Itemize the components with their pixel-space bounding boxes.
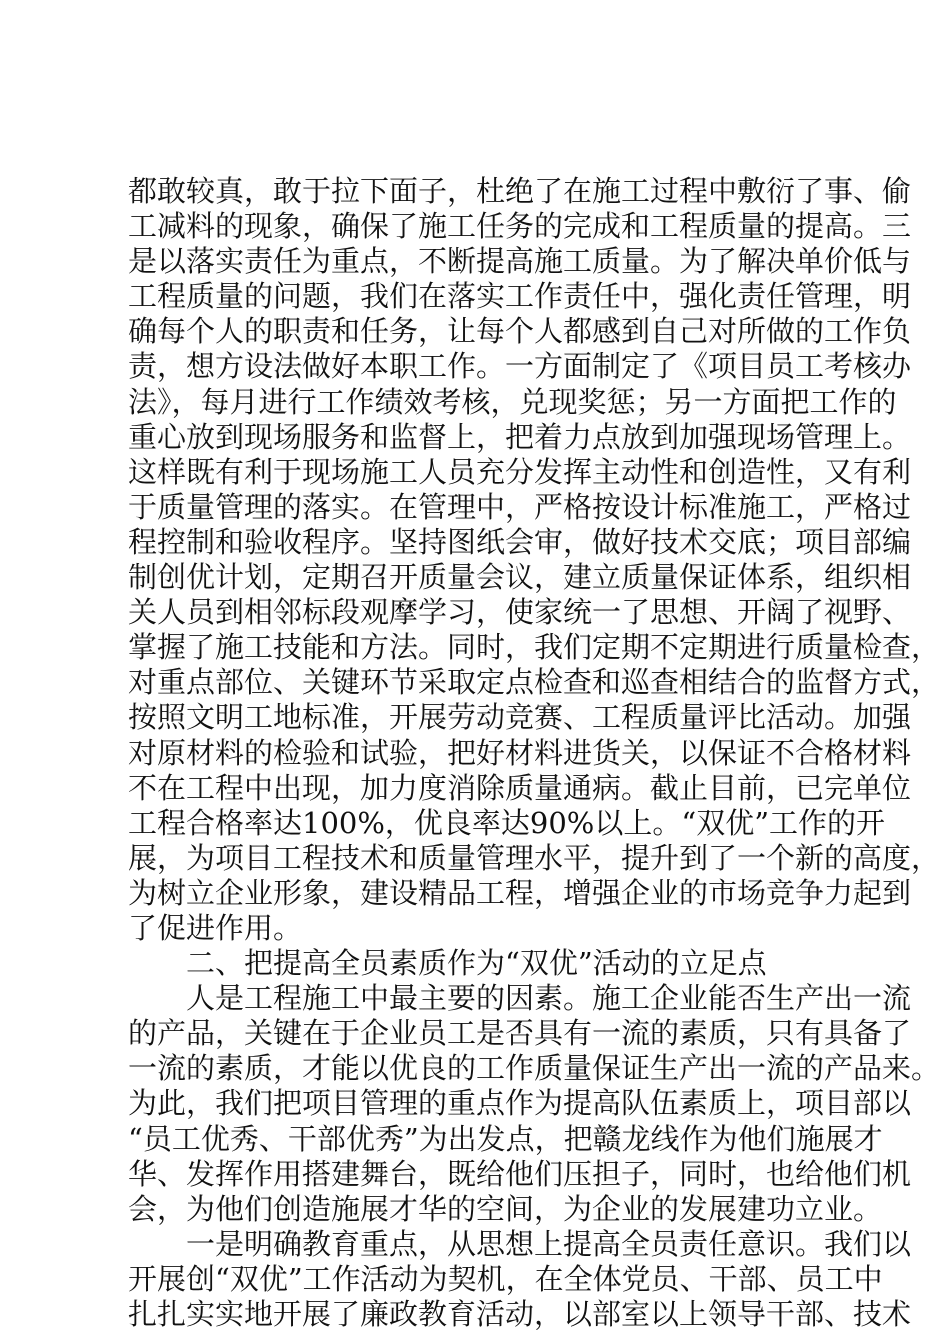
text-line: 于质量管理的落实。在管理中，严格按设计标准施工，严格过 xyxy=(128,489,912,524)
text-line: “员工优秀、干部优秀”为出发点，把赣龙线作为他们施展才 xyxy=(128,1121,883,1156)
text-line: 法》，每月进行工作绩效考核，兑现奖惩；另一方面把工作的 xyxy=(128,384,897,419)
text-line: 会，为他们创造施展才华的空间，为企业的发展建功立业。 xyxy=(128,1191,883,1226)
text-line: 程控制和验收程序。坚持图纸会审，做好技术交底；项目部编 xyxy=(128,524,912,559)
text-line: 掌握了施工技能和方法。同时，我们定期不定期进行质量检查， xyxy=(128,630,941,665)
text-line: 一是明确教育重点，从思想上提高全员责任意识。我们以 xyxy=(186,1226,912,1261)
text-line: 了促进作用。 xyxy=(128,910,303,945)
text-line: 工程合格率达100%，优良率达90%以上。“双优”工作的开 xyxy=(128,805,886,840)
text-line: 工程质量的问题，我们在落实工作责任中，强化责任管理，明 xyxy=(128,279,912,314)
document-body xyxy=(128,174,941,1332)
text-line: 展，为项目工程技术和质量管理水平，提升到了一个新的高度， xyxy=(128,840,941,875)
text-line: 一流的素质，才能以优良的工作质量保证生产出一流的产品来。 xyxy=(128,1051,941,1086)
text-line: 确每个人的职责和任务，让每个人都感到自己对所做的工作负 xyxy=(128,314,912,349)
text-line: 制创优计划，定期召开质量会议，建立质量保证体系，组织相 xyxy=(128,560,912,595)
text-line: 扎扎实实地开展了廉政教育活动，以部室以上领导干部、技术 xyxy=(128,1297,912,1331)
text-line: 关人员到相邻标段观摩学习，使家统一了思想、开阔了视野、 xyxy=(128,595,912,630)
text-line: 重心放到现场服务和监督上，把着力点放到加强现场管理上。 xyxy=(128,419,912,454)
text-line: 开展创“双优”工作活动为契机，在全体党员、干部、员工中 xyxy=(128,1261,883,1296)
text-line: 为树立企业形象，建设精品工程，增强企业的市场竞争力起到 xyxy=(128,875,912,910)
text-line: 对原材料的检验和试验，把好材料进货关，以保证不合格材料 xyxy=(128,735,912,770)
section-heading: 二、把提高全员素质作为“双优”活动的立足点 xyxy=(186,946,767,981)
text-line: 都敢较真，敢于拉下面子，杜绝了在施工过程中敷衍了事、偷 xyxy=(128,174,912,208)
text-line: 的产品，关键在于企业员工是否具有一流的素质，只有具备了 xyxy=(128,1016,912,1051)
text-line: 这样既有利于现场施工人员充分发挥主动性和创造性，又有利 xyxy=(128,454,912,489)
text-line: 华、发挥作用搭建舞台，既给他们压担子，同时，也给他们机 xyxy=(128,1156,912,1191)
text-line: 责，想方设法做好本职工作。一方面制定了《项目员工考核办 xyxy=(128,349,912,384)
text-line: 按照文明工地标准，开展劳动竞赛、工程质量评比活动。加强 xyxy=(128,700,912,735)
text-line: 人是工程施工中最主要的因素。施工企业能否生产出一流 xyxy=(186,981,912,1016)
text-line: 对重点部位、关键环节采取定点检查和巡查相结合的监督方式， xyxy=(128,665,941,700)
text-line: 为此，我们把项目管理的重点作为提高队伍素质上，项目部以 xyxy=(128,1086,912,1121)
text-line: 是以落实责任为重点，不断提高施工质量。为了解决单价低与 xyxy=(128,244,912,279)
text-line: 不在工程中出现，加力度消除质量通病。截止目前，已完单位 xyxy=(128,770,912,805)
text-line: 工减料的现象，确保了施工任务的完成和工程质量的提高。三 xyxy=(128,209,912,244)
